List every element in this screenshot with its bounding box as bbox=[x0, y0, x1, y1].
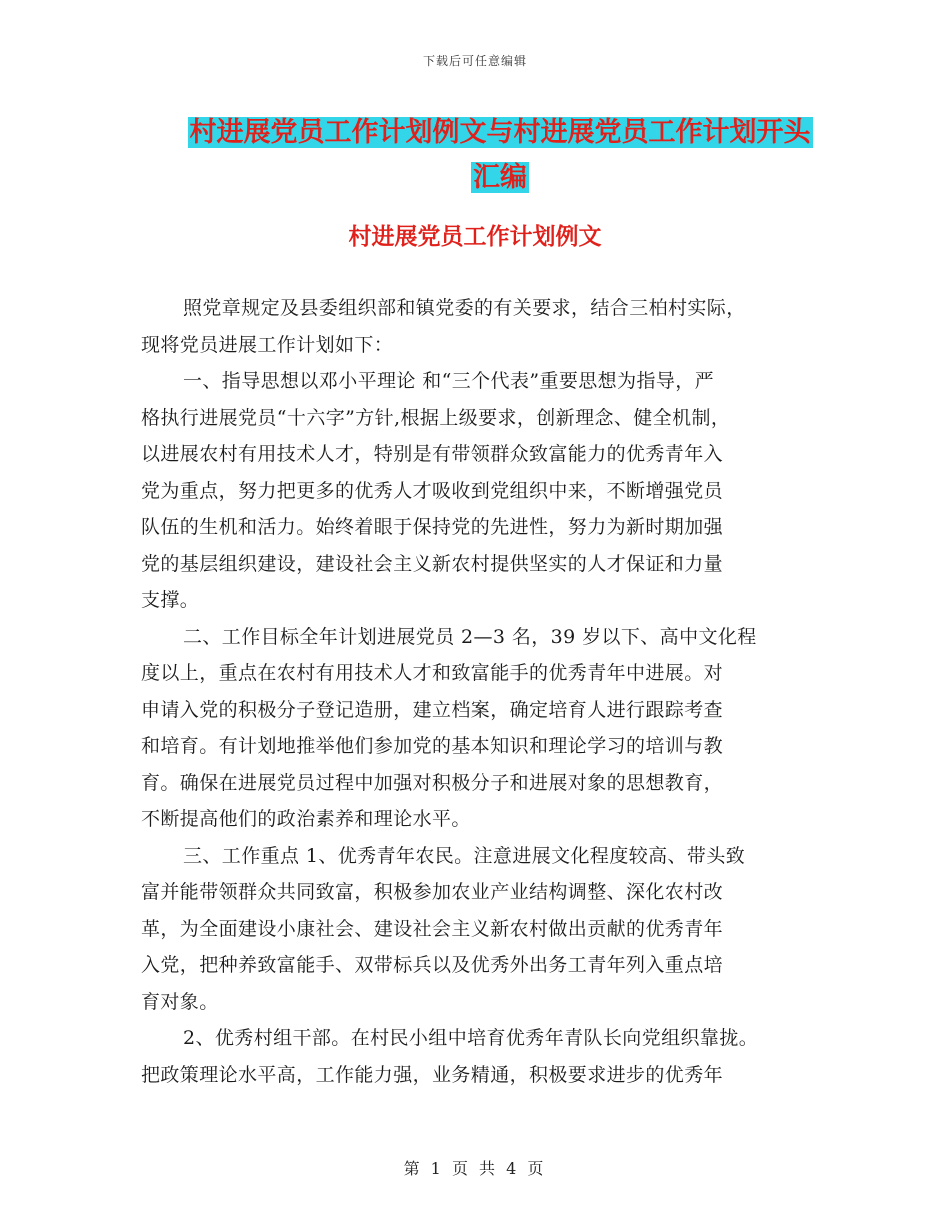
text-line: 和培育。有计划地推举他们参加党的基本知识和理论学习的培训与教 bbox=[141, 735, 724, 757]
text-line: 队伍的生机和活力。始终着眼于保持党的先进性，努力为新时期加强 bbox=[141, 516, 724, 538]
text-line: 二、工作目标全年计划进展党员 2—3 名，39 岁以下、高中文化程 bbox=[183, 625, 757, 648]
text-line: 育。确保在进展党员过程中加强对积极分子和进展对象的思想教育， bbox=[141, 771, 724, 794]
text-line: 党为重点，努力把更多的优秀人才吸收到党组织中来，不断增强党员 bbox=[141, 479, 724, 502]
text-line: 三、工作重点 1、优秀青年农民。注意进展文化程度较高、带头致 bbox=[183, 844, 746, 867]
text-line: 一、指导思想以邓小平理论 和“三个代表”重要思想为指导，严 bbox=[183, 370, 715, 392]
text-line: 把政策理论水平高，工作能力强，业务精通，积极要求进步的优秀年 bbox=[141, 1063, 724, 1086]
text-line: 入党，把种养致富能手、双带标兵以及优秀外出务工青年列入重点培 bbox=[141, 954, 724, 976]
document-title-line-2: 汇编 bbox=[473, 162, 527, 193]
text-line: 现将党员进展工作计划如下： bbox=[141, 333, 394, 356]
body-text bbox=[141, 290, 819, 1093]
document-title bbox=[140, 110, 860, 200]
text-line: 党的基层组织建设，建设社会主义新农村提供坚实的人才保证和力量 bbox=[141, 552, 724, 575]
text-line: 支撑。 bbox=[141, 589, 200, 611]
text-line: 度以上，重点在农村有用技术人才和致富能手的优秀青年中进展。对 bbox=[141, 662, 724, 684]
text-line: 革，为全面建设小康社会、建设社会主义新农村做出贡献的优秀青年 bbox=[141, 917, 724, 940]
section-title: 村进展党员工作计划例文 bbox=[348, 223, 602, 250]
text-line: 格执行进展党员“十六字”方针,根据上级要求，创新理念、健全机制， bbox=[141, 406, 731, 429]
page-header-note: 下载后可任意编辑 bbox=[422, 54, 527, 68]
text-line: 2、优秀村组干部。在村民小组中培育优秀年青队长向党组织靠拢。 bbox=[183, 1027, 759, 1049]
document-title-line-1: 村进展党员工作计划例文与村进展党员工作计划开头 bbox=[189, 117, 811, 148]
page-footer: 第 1 页 共 4 页 bbox=[403, 1159, 547, 1178]
text-line: 富并能带领群众共同致富，积极参加农业产业结构调整、深化农村改 bbox=[141, 881, 724, 903]
text-line: 以进展农村有用技术人才，特别是有带领群众致富能力的优秀青年入 bbox=[141, 443, 724, 465]
text-line: 照党章规定及县委组织部和镇党委的有关要求，结合三柏村实际， bbox=[183, 297, 746, 319]
text-line: 不断提高他们的政治素养和理论水平。 bbox=[141, 808, 471, 830]
text-line: 申请入党的积极分子登记造册，建立档案，确定培育人进行跟踪考查 bbox=[141, 698, 724, 721]
text-line: 育对象。 bbox=[141, 990, 219, 1013]
